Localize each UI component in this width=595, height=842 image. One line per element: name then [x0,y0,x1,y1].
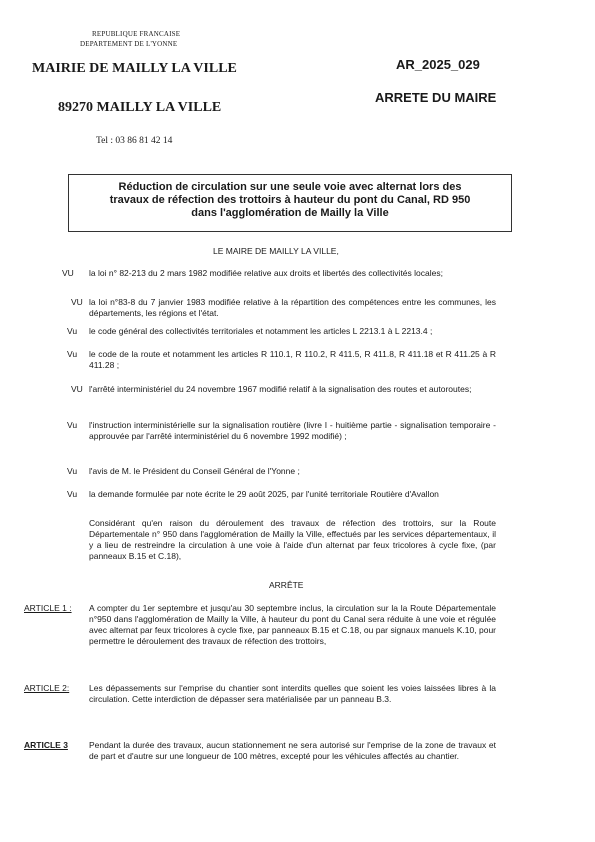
visa-text: la loi n°83-8 du 7 janvier 1983 modifiée relative à la répartition des compétences entre les communes, les départements, les régions et l'état. [89,297,496,318]
republique-label: REPUBLIQUE FRANCAISE [92,30,181,38]
document-type: ARRETE DU MAIRE [375,90,497,105]
visa-text: la loi n° 82-213 du 2 mars 1982 modifiée relative aux droits et libertés des collectivités locales; [89,268,443,278]
city-name: 89270 MAILLY LA VILLE [58,100,222,115]
visa-label: Vu [67,349,78,359]
arrete-reference: AR_2025_029 [396,57,480,72]
visa-label: Vu [67,466,78,476]
visa-label: Vu [67,489,78,499]
visa-label: VU [71,297,83,307]
visa-label: Vu [67,420,78,430]
title-box [68,174,512,232]
article-label: ARTICLE 1 : [24,603,72,613]
title-line-2: travaux de réfection des trottoirs à hauteur du pont du Canal, RD 950 [109,194,471,206]
visa-text: l'arrêté interministériel du 24 novembre 1967 modifié relatif à la signalisation des routes et autoroutes; [89,384,472,394]
departement-label: DEPARTEMENT DE L'YONNE [80,40,178,48]
visa-text: le code de la route et notamment les articles R 110.1, R 110.2, R 411.5, R 411.8, R 411.18 et R 411.25 à R 411.28 ; [89,349,496,370]
telephone: Tel : 03 86 81 42 14 [96,136,173,146]
visa-text: la demande formulée par note écrite le 29 août 2025, par l'unité territoriale Routière d'Avallon [89,489,439,499]
title-line-1: Réduction de circulation sur une seule voie avec alternat lors des [118,181,462,193]
visa-text: l'instruction interministérielle sur la signalisation routière (livre I - huitième partie - signalisation temporaire - approuvée par l'arrêté interministériel du 6 novembre 1992 modifié) ; [89,420,496,441]
considerant: Considérant qu'en raison du déroulement des travaux de réfection des trottoirs, sur la Route Départementale n° 950 dans l'agglomération de Mailly la Ville, effectués par les services départementaux, il y a lieu de restreindre la circulation à une voie à l'aide d'un alternat par feux tricolores à cycle fixe, (par panneaux B.15 et C.18), [89,518,496,561]
mairie-name: MAIRIE DE MAILLY LA VILLE [32,61,237,76]
visa-text: le code général des collectivités territoriales et notamment les articles L 2213.1 à L 2213.4 ; [89,326,433,336]
article-label: ARTICLE 3 [24,740,68,750]
visa-text: l'avis de M. le Président du Conseil Général de l'Yonne ; [89,466,300,476]
intro-maire: LE MAIRE DE MAILLY LA VILLE, [213,246,339,256]
arrete-heading: ARRÊTE [269,580,304,590]
article-text: A compter du 1er septembre et jusqu'au 30 septembre inclus, la circulation sur la la Route Départementale n°950 dans l'agglomération de Mailly la Ville, à hauteur du pont du Canal sera réduite à une voie et régulée avec alternat par feux tricolores à cycle fixe, par panneaux B.15 et C.18, ou par signaux manuels K.10, pour permettre le déroulement des travaux de réfection des trottoirs, [89,603,496,646]
visa-label: VU [71,384,83,394]
article-text: Les dépassements sur l'emprise du chantier sont interdits quelles que soient les voies laissées libres à la circulation. Cette interdiction de dépasser sera matérialisée par un panneau B.3. [89,683,496,704]
article-text: Pendant la durée des travaux, aucun stationnement ne sera autorisé sur l'emprise de la zone de travaux et de part et d'autre sur une longueur de 100 mètres, excepté pour les véhicules affectés au chantier. [89,740,496,761]
article-label: ARTICLE 2: [24,683,70,693]
title-line-3: dans l'agglomération de Mailly la Ville [191,207,389,219]
visa-label: VU [62,268,74,278]
visa-label: Vu [67,326,78,336]
